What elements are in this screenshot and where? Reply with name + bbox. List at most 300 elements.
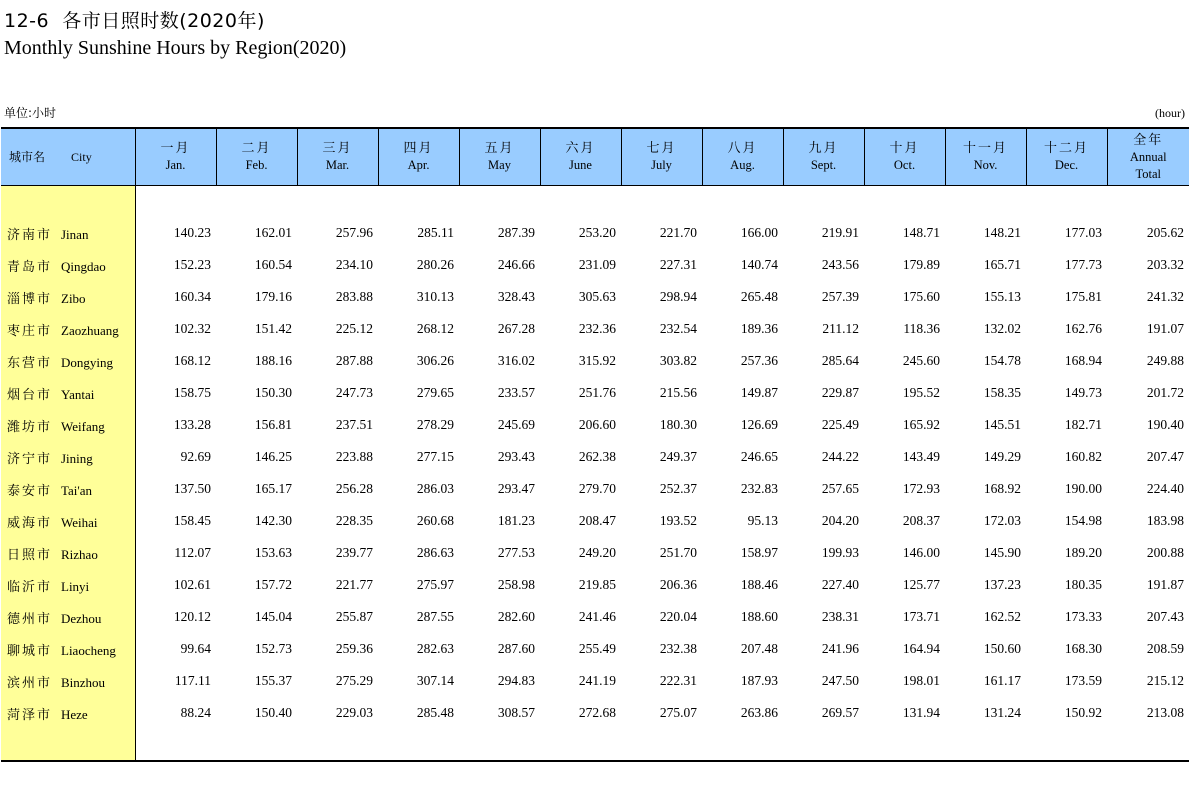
month-value-cell: 245.60 [902, 353, 940, 368]
month-value-cell: 158.35 [983, 385, 1021, 400]
city-name-cn: 滨州市 [7, 675, 53, 691]
annual-total-cell: 200.88 [1146, 545, 1184, 560]
city-name-cn: 潍坊市 [7, 419, 53, 435]
month-value-cell: 152.73 [254, 641, 292, 656]
header-annual-cn: 全年 [1133, 132, 1164, 148]
tail-cell [621, 729, 702, 761]
tail-cell [540, 729, 621, 761]
city-name-cn: 德州市 [7, 611, 53, 627]
annual-total-cell: 191.87 [1146, 577, 1184, 592]
month-value-cell: 102.32 [173, 321, 211, 336]
month-value-cell: 306.26 [416, 353, 454, 368]
month-value-cell: 287.88 [335, 353, 373, 368]
month-value-cell: 246.65 [740, 449, 778, 464]
month-value-cell: 160.54 [254, 257, 292, 272]
month-value-cell: 132.02 [983, 321, 1021, 336]
table-row [1, 377, 1189, 409]
city-name-en: Dezhou [61, 610, 102, 626]
month-value-cell: 215.56 [659, 385, 697, 400]
page-title-en: Monthly Sunshine Hours by Region(2020) [4, 37, 347, 59]
annual-total-cell: 190.40 [1146, 417, 1184, 432]
month-value-cell: 165.17 [254, 481, 292, 496]
month-value-cell: 251.70 [659, 545, 697, 560]
month-value-cell: 287.60 [497, 641, 535, 656]
month-value-cell: 137.23 [983, 577, 1021, 592]
month-value-cell: 208.47 [578, 513, 616, 528]
tail-cell [459, 729, 540, 761]
tail-cell [702, 729, 783, 761]
month-value-cell: 256.28 [335, 481, 373, 496]
month-value-cell: 232.38 [659, 641, 697, 656]
month-value-cell: 285.48 [416, 705, 454, 720]
header-month-en: July [651, 158, 672, 172]
month-value-cell: 316.02 [497, 353, 535, 368]
city-name-cn: 泰安市 [7, 483, 53, 499]
city-cell [1, 281, 135, 313]
city-name-en: Linyi [61, 578, 90, 594]
annual-total-cell: 207.47 [1146, 449, 1184, 464]
month-value-cell: 228.35 [335, 513, 373, 528]
table-row [1, 409, 1189, 441]
month-value-cell: 158.75 [173, 385, 211, 400]
table-row [1, 345, 1189, 377]
month-value-cell: 140.23 [173, 225, 211, 240]
month-value-cell: 155.37 [254, 673, 292, 688]
month-value-cell: 152.23 [173, 257, 211, 272]
month-value-cell: 275.07 [659, 705, 697, 720]
month-value-cell: 199.93 [821, 545, 859, 560]
table-row [1, 665, 1189, 697]
month-value-cell: 187.93 [740, 673, 778, 688]
header-month-en: Feb. [245, 158, 268, 172]
month-value-cell: 298.94 [659, 289, 697, 304]
month-value-cell: 149.87 [740, 385, 778, 400]
month-value-cell: 165.92 [902, 417, 940, 432]
month-value-cell: 287.55 [416, 609, 454, 624]
city-name-en: Heze [61, 706, 88, 722]
month-value-cell: 181.23 [497, 513, 535, 528]
month-value-cell: 251.76 [578, 385, 616, 400]
month-value-cell: 149.29 [983, 449, 1021, 464]
header-month-2 [216, 128, 297, 186]
month-value-cell: 277.53 [497, 545, 535, 560]
month-value-cell: 223.88 [335, 449, 373, 464]
annual-total-cell: 183.98 [1146, 513, 1184, 528]
month-value-cell: 219.91 [821, 225, 859, 240]
spacer-row [1, 186, 1189, 218]
header-month-cn: 六月 [565, 141, 596, 156]
month-value-cell: 257.39 [821, 289, 859, 304]
month-value-cell: 162.76 [1064, 321, 1102, 336]
spacer-cell [1026, 186, 1107, 218]
month-value-cell: 160.34 [173, 289, 211, 304]
month-value-cell: 173.71 [902, 609, 940, 624]
table-row [1, 537, 1189, 569]
table-row [1, 217, 1189, 249]
month-value-cell: 211.12 [822, 321, 859, 336]
month-value-cell: 148.71 [902, 225, 940, 240]
city-name-en: Zaozhuang [61, 322, 119, 338]
month-value-cell: 145.04 [254, 609, 292, 624]
table-row [1, 249, 1189, 281]
month-value-cell: 287.39 [497, 225, 535, 240]
city-cell [1, 569, 135, 601]
header-city [1, 128, 135, 186]
spacer-cell [621, 186, 702, 218]
city-name-cn: 济南市 [7, 227, 53, 243]
month-value-cell: 208.37 [902, 513, 940, 528]
month-value-cell: 161.17 [983, 673, 1021, 688]
month-value-cell: 279.70 [578, 481, 616, 496]
month-value-cell: 207.48 [740, 641, 778, 656]
month-value-cell: 175.60 [902, 289, 940, 304]
month-value-cell: 232.54 [659, 321, 697, 336]
city-name-en: Weihai [61, 514, 98, 530]
month-value-cell: 140.74 [740, 257, 778, 272]
month-value-cell: 227.31 [659, 257, 697, 272]
month-value-cell: 188.60 [740, 609, 778, 624]
month-value-cell: 189.20 [1064, 545, 1102, 560]
month-value-cell: 303.82 [659, 353, 697, 368]
month-value-cell: 328.43 [497, 289, 535, 304]
city-name-en: Liaocheng [61, 642, 116, 658]
header-month-cn: 五月 [484, 141, 515, 156]
month-value-cell: 146.25 [254, 449, 292, 464]
table-row [1, 441, 1189, 473]
month-value-cell: 206.60 [578, 417, 616, 432]
month-value-cell: 249.20 [578, 545, 616, 560]
annual-total-cell: 191.07 [1146, 321, 1184, 336]
header-month-8 [702, 128, 783, 186]
month-value-cell: 282.60 [497, 609, 535, 624]
table-row [1, 569, 1189, 601]
city-cell [1, 313, 135, 345]
month-value-cell: 234.10 [335, 257, 373, 272]
month-value-cell: 260.68 [416, 513, 454, 528]
month-value-cell: 131.94 [902, 705, 940, 720]
month-value-cell: 275.97 [416, 577, 454, 592]
month-value-cell: 150.92 [1064, 705, 1102, 720]
month-value-cell: 249.37 [659, 449, 697, 464]
month-value-cell: 146.00 [902, 545, 940, 560]
month-value-cell: 168.92 [983, 481, 1021, 496]
annual-total-cell: 213.08 [1146, 705, 1184, 720]
table-row [1, 281, 1189, 313]
month-value-cell: 229.03 [335, 705, 373, 720]
header-month-en: Apr. [407, 158, 430, 172]
city-name-cn: 淄博市 [7, 291, 53, 307]
month-value-cell: 162.52 [983, 609, 1021, 624]
month-value-cell: 221.77 [335, 577, 373, 592]
header-month-cn: 四月 [403, 141, 434, 156]
tail-row [1, 729, 1189, 761]
city-cell [1, 441, 135, 473]
city-name-cn: 东营市 [7, 355, 53, 371]
unit-label-en: (hour) [1155, 106, 1185, 120]
month-value-cell: 158.45 [173, 513, 211, 528]
month-value-cell: 279.65 [416, 385, 454, 400]
month-value-cell: 286.03 [416, 481, 454, 496]
tail-cell [216, 729, 297, 761]
header-month-cn: 七月 [646, 141, 677, 156]
month-value-cell: 253.20 [578, 225, 616, 240]
header-month-4 [378, 128, 459, 186]
month-value-cell: 190.00 [1064, 481, 1102, 496]
month-value-cell: 204.20 [821, 513, 859, 528]
annual-total-cell: 241.32 [1146, 289, 1184, 304]
month-value-cell: 145.90 [983, 545, 1021, 560]
month-value-cell: 233.57 [497, 385, 535, 400]
month-value-cell: 272.68 [578, 705, 616, 720]
month-value-cell: 168.12 [173, 353, 211, 368]
spacer-cell [702, 186, 783, 218]
header-annual-en2: Total [1135, 166, 1161, 181]
tail-cell [1, 729, 135, 761]
month-value-cell: 255.49 [578, 641, 616, 656]
month-value-cell: 88.24 [180, 705, 211, 720]
header-month-en: Oct. [893, 158, 916, 172]
month-value-cell: 172.03 [983, 513, 1021, 528]
city-cell [1, 697, 135, 729]
header-row [1, 128, 1189, 186]
city-name-en: Weifang [61, 418, 105, 434]
month-value-cell: 150.60 [983, 641, 1021, 656]
month-value-cell: 179.89 [902, 257, 940, 272]
city-cell [1, 345, 135, 377]
month-value-cell: 283.88 [335, 289, 373, 304]
tail-cell [297, 729, 378, 761]
month-value-cell: 255.87 [335, 609, 373, 624]
month-value-cell: 112.07 [174, 545, 211, 560]
annual-total-cell: 215.12 [1146, 673, 1184, 688]
header-month-12 [1026, 128, 1107, 186]
annual-total-cell: 207.43 [1146, 609, 1184, 624]
month-value-cell: 227.40 [821, 577, 859, 592]
header-month-cn: 八月 [727, 141, 758, 156]
month-value-cell: 162.01 [254, 225, 292, 240]
header-month-en: Mar. [325, 158, 350, 172]
page-title-cn: 12-6 各市日照时数(2020年) [4, 10, 265, 32]
month-value-cell: 95.13 [747, 513, 778, 528]
month-value-cell: 308.57 [497, 705, 535, 720]
month-value-cell: 241.19 [578, 673, 616, 688]
month-value-cell: 247.50 [821, 673, 859, 688]
month-value-cell: 148.21 [983, 225, 1021, 240]
month-value-cell: 177.03 [1064, 225, 1102, 240]
month-value-cell: 275.29 [335, 673, 373, 688]
month-value-cell: 118.36 [903, 321, 940, 336]
month-value-cell: 232.83 [740, 481, 778, 496]
month-value-cell: 293.43 [497, 449, 535, 464]
month-value-cell: 285.11 [417, 225, 454, 240]
month-value-cell: 168.30 [1064, 641, 1102, 656]
header-month-cn: 二月 [241, 141, 272, 156]
month-value-cell: 239.77 [335, 545, 373, 560]
spacer-cell [378, 186, 459, 218]
month-value-cell: 172.93 [902, 481, 940, 496]
month-value-cell: 219.85 [578, 577, 616, 592]
city-name-en: Zibo [61, 290, 86, 306]
tail-cell [864, 729, 945, 761]
header-month-cn: 九月 [808, 141, 839, 156]
header-month-9 [783, 128, 864, 186]
spacer-cell [135, 186, 216, 218]
city-name-cn: 枣庄市 [7, 323, 53, 339]
month-value-cell: 206.36 [659, 577, 697, 592]
city-name-en: Yantai [61, 386, 95, 402]
tail-cell [1026, 729, 1107, 761]
header-month-en: May [488, 158, 511, 172]
city-cell [1, 537, 135, 569]
month-value-cell: 188.46 [740, 577, 778, 592]
month-value-cell: 153.63 [254, 545, 292, 560]
city-name-cn: 烟台市 [7, 387, 53, 403]
city-cell [1, 249, 135, 281]
tail-cell [378, 729, 459, 761]
month-value-cell: 310.13 [416, 289, 454, 304]
spacer-cell [459, 186, 540, 218]
month-value-cell: 157.72 [254, 577, 292, 592]
header-city-en: City [71, 149, 92, 164]
table-body [1, 186, 1189, 762]
month-value-cell: 151.42 [254, 321, 292, 336]
month-value-cell: 244.22 [821, 449, 859, 464]
month-value-cell: 179.16 [254, 289, 292, 304]
month-value-cell: 245.69 [497, 417, 535, 432]
month-value-cell: 237.51 [335, 417, 373, 432]
month-value-cell: 102.61 [173, 577, 211, 592]
city-name-cn: 威海市 [7, 515, 53, 531]
month-value-cell: 160.82 [1064, 449, 1102, 464]
city-cell [1, 601, 135, 633]
month-value-cell: 241.96 [821, 641, 859, 656]
month-value-cell: 238.31 [821, 609, 859, 624]
month-value-cell: 173.33 [1064, 609, 1102, 624]
city-name-cn: 日照市 [7, 547, 53, 563]
city-name-cn: 青岛市 [7, 259, 53, 275]
month-value-cell: 180.35 [1064, 577, 1102, 592]
month-value-cell: 241.46 [578, 609, 616, 624]
header-month-en: Aug. [730, 158, 755, 172]
table-row [1, 473, 1189, 505]
month-value-cell: 154.98 [1064, 513, 1102, 528]
annual-total-cell: 208.59 [1146, 641, 1184, 656]
city-cell [1, 409, 135, 441]
tail-cell [1107, 729, 1189, 761]
month-value-cell: 315.92 [578, 353, 616, 368]
city-cell [1, 473, 135, 505]
header-month-11 [945, 128, 1026, 186]
month-value-cell: 164.94 [902, 641, 940, 656]
header-month-cn: 十二月 [1043, 141, 1089, 156]
month-value-cell: 188.16 [254, 353, 292, 368]
month-value-cell: 158.97 [740, 545, 778, 560]
header-month-3 [297, 128, 378, 186]
tail-cell [945, 729, 1026, 761]
month-value-cell: 286.63 [416, 545, 454, 560]
month-value-cell: 168.94 [1064, 353, 1102, 368]
month-value-cell: 257.36 [740, 353, 778, 368]
month-value-cell: 222.31 [659, 673, 697, 688]
month-value-cell: 280.26 [416, 257, 454, 272]
tail-cell [783, 729, 864, 761]
month-value-cell: 268.12 [416, 321, 454, 336]
month-value-cell: 142.30 [254, 513, 292, 528]
spacer-cell [1, 186, 135, 218]
header-month-en: Sept. [810, 158, 837, 172]
table-row [1, 313, 1189, 345]
month-value-cell: 131.24 [983, 705, 1021, 720]
city-name-cn: 聊城市 [7, 643, 53, 659]
month-value-cell: 225.12 [335, 321, 373, 336]
header-month-cn: 三月 [322, 141, 353, 156]
header-annual [1107, 128, 1189, 186]
month-value-cell: 120.12 [173, 609, 211, 624]
month-value-cell: 278.29 [416, 417, 454, 432]
city-name-cn: 菏泽市 [7, 707, 53, 723]
annual-total-cell: 205.62 [1146, 225, 1184, 240]
header-month-en: June [569, 158, 592, 172]
month-value-cell: 175.81 [1064, 289, 1102, 304]
city-name-en: Jining [61, 450, 93, 466]
city-cell [1, 377, 135, 409]
month-value-cell: 293.47 [497, 481, 535, 496]
month-value-cell: 285.64 [821, 353, 859, 368]
spacer-cell [216, 186, 297, 218]
header-month-5 [459, 128, 540, 186]
month-value-cell: 137.50 [173, 481, 211, 496]
month-value-cell: 229.87 [821, 385, 859, 400]
month-value-cell: 126.69 [740, 417, 778, 432]
header-month-6 [540, 128, 621, 186]
month-value-cell: 166.00 [740, 225, 778, 240]
header-city-cn: 城市名 [9, 149, 46, 164]
spacer-cell [540, 186, 621, 218]
month-value-cell: 189.36 [740, 321, 778, 336]
month-value-cell: 294.83 [497, 673, 535, 688]
tail-cell [135, 729, 216, 761]
month-value-cell: 133.28 [173, 417, 211, 432]
month-value-cell: 259.36 [335, 641, 373, 656]
city-name-en: Jinan [61, 226, 89, 242]
city-name-en: Binzhou [61, 674, 106, 690]
month-value-cell: 262.38 [578, 449, 616, 464]
annual-total-cell: 224.40 [1146, 481, 1184, 496]
spacer-cell [945, 186, 1026, 218]
month-value-cell: 246.66 [497, 257, 535, 272]
month-value-cell: 150.30 [254, 385, 292, 400]
header-month-en: Jan. [165, 158, 186, 172]
month-value-cell: 243.56 [821, 257, 859, 272]
table-row [1, 601, 1189, 633]
month-value-cell: 150.40 [254, 705, 292, 720]
month-value-cell: 307.14 [416, 673, 454, 688]
city-cell [1, 665, 135, 697]
month-value-cell: 156.81 [254, 417, 292, 432]
month-value-cell: 92.69 [180, 449, 211, 464]
month-value-cell: 221.70 [659, 225, 697, 240]
table-row [1, 697, 1189, 729]
month-value-cell: 154.78 [983, 353, 1021, 368]
spacer-cell [864, 186, 945, 218]
city-cell [1, 505, 135, 537]
month-value-cell: 145.51 [983, 417, 1021, 432]
month-value-cell: 193.52 [659, 513, 697, 528]
header-month-10 [864, 128, 945, 186]
month-value-cell: 282.63 [416, 641, 454, 656]
month-value-cell: 125.77 [902, 577, 940, 592]
month-value-cell: 99.64 [180, 641, 211, 656]
